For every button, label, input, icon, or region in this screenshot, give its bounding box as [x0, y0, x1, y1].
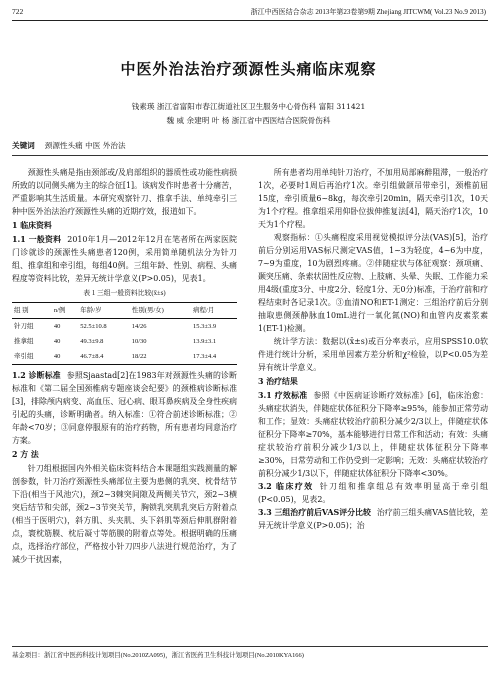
journal-citation: 浙江中西医结合杂志 2013年第23卷第9期 Zhejiang JITCWM( Vol.23 No.9 2013)	[250, 8, 486, 16]
table-cell: 13.9±3.1	[193, 338, 217, 345]
table-cell: 52.5±10.8	[80, 323, 107, 330]
table-cell: 10/30	[131, 338, 147, 345]
subsection-label: 1.2 诊断标准	[12, 371, 61, 380]
page-number: 722	[12, 7, 24, 16]
section-heading-3: 3 治疗结果	[258, 377, 298, 386]
author-affiliation-1: 钱素瑛 浙江省富阳市春江街道社区卫生服务中心骨伤科 富阳 311421	[131, 102, 366, 111]
table-row	[12, 334, 237, 349]
keywords-divider	[12, 155, 488, 156]
paper-title: 中医外治法治疗颈源性头痛临床观察	[120, 60, 377, 78]
keywords-label: 关键词	[12, 141, 35, 150]
keywords-line	[12, 140, 488, 151]
observation-paragraph: 观察指标：①头痛程度采用视觉模拟评分法(VAS)[5]，治疗前后分别运用VAS标尺测定VAS值，1~3为轻度，4~6为中度，7~9为重度，10为剧烈疼痛。②伴随症状与体征观察：颈项痛、颞突压痛、条索状固性反应物、上肢痛、头晕、失眠、工作能力采用4级(重度3分、中度2分、轻度1分、无0分)标准，于治疗前和疗程结束时各记录1次。③血清NO和ET-1测定：三组治疗前后分别抽取患侧颈静脉血10mL进行一氧化氮(NO)和血管内皮素浆素1(ET-1)检测。	[258, 233, 488, 333]
subsection-1-2	[12, 369, 237, 447]
table-header-cell: 组 别	[14, 307, 29, 314]
section-heading-2: 2 方 法	[12, 450, 39, 459]
paragraph: 所有患者均用单纯针刀治疗，不加用局部麻醉阻滞，一般治疗1次，必要时1周后再治疗1次。牵引组做颌吊带牵引，颈椎前屈15度，牵引质量6~8kg，每次牵引20min，隔天牵引1次，10天为1个疗程。推拿组采用仰卧位拔伸推复法[4]，隔天治疗1次，10天为1个疗程。	[258, 168, 488, 229]
running-header	[12, 6, 488, 21]
subsection-label: 3.2 临床疗效	[258, 482, 314, 491]
subsection-label: 1.1 一般资料	[12, 235, 62, 244]
paragraph: 参照Sjaastad[2]在1983年对颈源性头痛的诊断标准和《第二届全国颈椎病专题座谈会纪要》的颈椎病诊断标准[3]，排除颅内病变、高血压、冠心病、眼耳鼻疾病及全身性疾病引起的头痛，诊断明确者。纳入标准：①符合前述诊断标准；②年龄<70岁；③同意停服原有的治疗药物，所有患者均同意治疗方案。	[12, 371, 237, 445]
table-cell: 15.3±3.9	[193, 323, 217, 330]
table-cell: 18/22	[131, 353, 147, 360]
table-header-cell: n/例	[53, 307, 66, 314]
subsection-3-1	[258, 389, 488, 480]
table-cell: 40	[53, 338, 61, 345]
table-cell: 49.3±9.8	[80, 338, 104, 345]
subsection-label: 3.1 疗效标准	[258, 391, 308, 400]
statistics-paragraph: 统计学方法：数据以(x̄±s)或百分率表示，应用SPSS10.0软件进行统计分析，采用单因素方差分析和χ²检验，以P<0.05为差异有统计学意义。	[258, 337, 488, 372]
right-column	[258, 166, 488, 532]
subsection-3-3	[258, 506, 488, 532]
subsection-3-2	[258, 480, 488, 506]
table-1	[12, 287, 237, 365]
section-heading-1: 1 临床资料	[12, 221, 52, 230]
table-header-cell: 性别(男/女)	[131, 307, 164, 314]
paragraph: 针刀组和推拿组总有效率明显高于牵引组(P<0.05)，见表2。	[258, 482, 488, 504]
table-cell: 14/26	[131, 323, 147, 330]
intro-paragraph: 颈源性头痛是指由颈部或/及肩部组织的器质性或功能性病损所致的以同侧头痛为主的综合征[1]。该病发作时患者十分痛苦，严重影响其生活质量。本研究观察针刀、推拿手法、单纯牵引三种中医外治法治疗颈源性头痛的近期疗效，报道如下。	[12, 168, 237, 216]
left-column	[12, 166, 237, 566]
subsection-label: 3.3 三组治疗前后VAS评分比较	[258, 508, 371, 517]
table-header-row	[12, 303, 237, 319]
subsection-1-1	[12, 233, 237, 285]
table-cell: 46.7±8.4	[80, 353, 104, 360]
table-cell: 牵引组	[14, 353, 34, 360]
table-cell: 推拿组	[14, 338, 34, 345]
table-row	[12, 349, 237, 365]
table-cell: 17.3±4.4	[193, 353, 217, 360]
table-row	[12, 319, 237, 335]
author-affiliation-2: 魏 威 余建明 叶 杨 浙江省中西医结合医院骨伤科	[166, 116, 331, 125]
keywords-text: 颈源性头痛 中医 外治法	[44, 141, 126, 150]
table-cell: 40	[53, 353, 61, 360]
paragraph: 治疗前三组头痛VAS值比较，差异无统计学意义(P>0.05)；治	[258, 508, 488, 530]
table-cell: 40	[53, 323, 61, 330]
methods-paragraph: 针刀组根据国内外相关临床资料结合本课题组实践测量的解剖参数，针刀治疗颈源性头痛部位主要为患侧的乳突、枕骨结节下沿(相当于风池穴)，颈2~3棘突间隙及两侧关节穴，颈2~3横突后结节和尖部，颈2~3节突关节，胸锁乳突肌乳突后方附着点(相当于医明穴)，斜方肌、头夹肌、头下斜肌等颈后伸肌群附着点，寰枕筋膜、枕后凝寸等筋膜的附着点等处。根据明确的压痛点，选择治疗部位，严格按小针刀四步八法进行规范治疗，为了减少干扰因素，	[12, 464, 237, 564]
paragraph: 参照《中医病证诊断疗效标准》[6]，临床治愈：头痛症状消失，伴随症状体征积分下降率≥95%，能参加正常劳动和工作；显效：头痛症状较治疗前积分减少2/3以上，伴随症状体征积分下降率≥70%，基本能够进行日常工作和活动；有效：头痛症状较治疗前积分减少1/3以上，伴随症状体征积分下降率≥30%，日常劳动和工作仍受到一定影响；无效：头痛症状较治疗前积分减少1/3以下，伴随症状体征积分下降率<30%。	[258, 391, 488, 478]
paragraph: 2010年1月—2012年12月在笔者所在两家医院门诊就诊的颈源性头痛患者120例，采用简单随机法分为针刀组、推拿组和牵引组，每组40例。三组年龄、性别、病程、头痛程度等资料比较，差异无统计学意义(P>0.05)，见表1。	[12, 235, 237, 283]
table-caption: 表 1 三组一般资料比较(x̄±s)	[83, 290, 166, 297]
funding-footnote: 基金项目：浙江省中医药科技计划项目(No.2010ZA095)，浙江省医药卫生科技计划项目(No.2010KYA166)	[12, 646, 488, 659]
table-header-cell: 年龄/岁	[80, 307, 102, 314]
table-cell: 针刀组	[14, 323, 34, 330]
table-header-cell: 病程/月	[193, 307, 215, 314]
